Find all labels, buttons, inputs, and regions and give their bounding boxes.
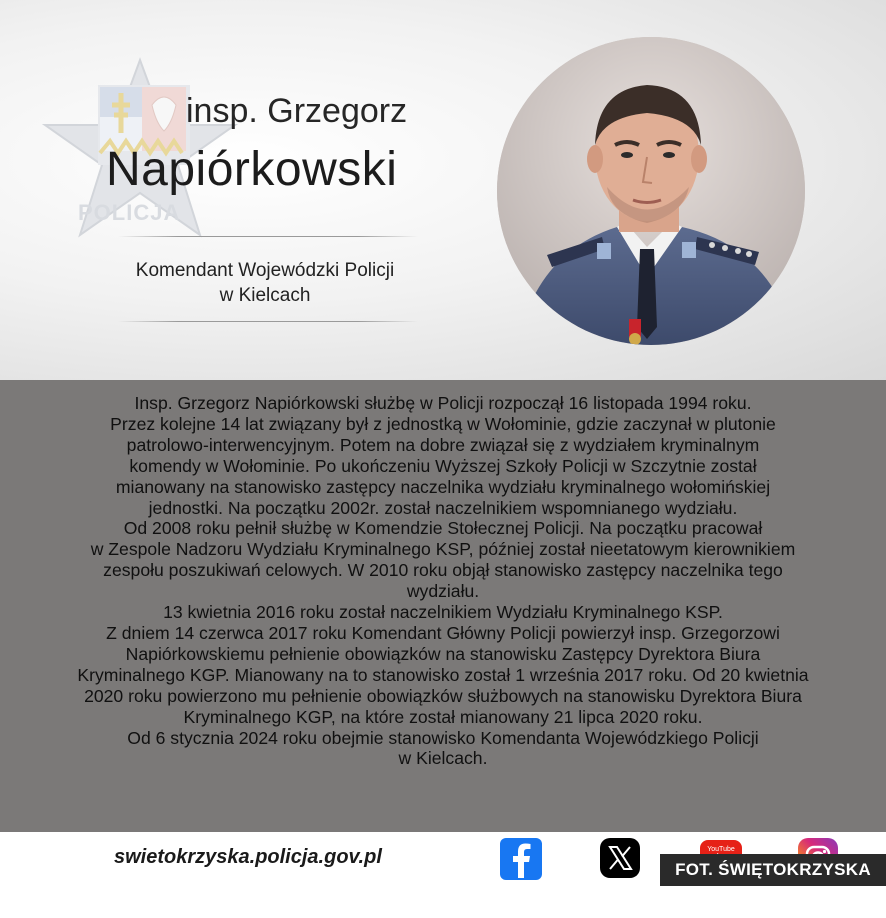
bio-line: patrolowo-interwencyjnym. Potem na dobre związał się z wydziałem kryminalnym <box>126 434 760 455</box>
footer <box>0 832 886 911</box>
position-line-2: w Kielcach <box>219 285 311 306</box>
website-link[interactable]: swietokrzyska.policja.gov.pl <box>114 846 382 868</box>
rank-first-name: insp. Grzegorz <box>186 92 408 130</box>
x-icon[interactable] <box>600 838 640 878</box>
position-line-1: Komendant Wojewódzki Policji <box>135 260 395 281</box>
bio-line: Insp. Grzegorz Napiórkowski służbę w Policji rozpoczął 16 listopada 1994 roku. <box>134 393 752 413</box>
badge-label: POLICJA <box>78 200 181 225</box>
bio-line: mianowany na stanowisko zastępcy naczelnika wydziału kryminalnego wołomińskiej <box>115 476 771 497</box>
bio-line: 13 kwietnia 2016 roku został naczelnikiem Wydziału Kryminalnego KSP. <box>163 602 723 623</box>
bio-line: Kryminalnego KGP. Mianowany na to stanowisko został 1 września 2017 roku. Od 20 kwietnia <box>77 664 809 685</box>
bio-line: Z dniem 14 czerwca 2017 roku Komendant Główny Policji powierzył insp. Grzegorzowi <box>106 622 780 643</box>
biography-panel <box>0 380 886 832</box>
biography-text <box>0 393 886 769</box>
bio-line: Napiórkowskiemu pełnienie obowiązków na stanowisku Zastępcy Dyrektora Biura <box>125 643 761 664</box>
bio-line: Kryminalnego KGP, na które został mianowany 21 lipca 2020 roku. <box>183 706 703 727</box>
position-title <box>90 258 440 308</box>
divider-top <box>118 236 418 237</box>
bio-line: Od 6 stycznia 2024 roku obejmie stanowisko Komendanta Wojewódzkiego Policji <box>127 727 759 748</box>
photo-credit: FOT. ŚWIĘTOKRZYSKA POLICJA <box>660 854 886 886</box>
bio-line: Przez kolejne 14 lat związany był z jednostką w Wołominie, gdzie zaczynał w plutonie <box>110 413 776 434</box>
facebook-icon[interactable] <box>500 838 542 880</box>
surname-title: Napiórkowski <box>106 143 398 196</box>
bio-line: w Zespole Nadzoru Wydziału Kryminalnego KSP, później został nieetatowym kierownikiem <box>90 539 796 560</box>
bio-line: zespołu poszukiwań celowych. W 2010 roku objął stanowisko zastępcy naczelnika tego <box>103 560 783 581</box>
bio-line: jednostki. Na początku 2002r. został naczelnikiem wspomnianego wydziału. <box>148 497 738 518</box>
divider-bottom <box>118 321 418 322</box>
bio-line: komendy w Wołominie. Po ukończeniu Wyższej Szkoły Policji w Szczytnie został <box>129 455 757 476</box>
youtube-label: YouTube <box>707 846 735 853</box>
bio-line: 2020 roku powierzono mu pełnienie obowiązków służbowych na stanowisku Dyrektora Biura <box>84 685 802 706</box>
bio-line: Od 2008 roku pełnił służbę w Komendzie Stołecznej Policji. Na początku pracował <box>123 518 763 539</box>
portrait-photo <box>497 37 805 345</box>
bio-line: w Kielcach. <box>398 748 488 769</box>
bio-line: wydziału. <box>406 581 480 602</box>
header-section <box>0 0 886 380</box>
